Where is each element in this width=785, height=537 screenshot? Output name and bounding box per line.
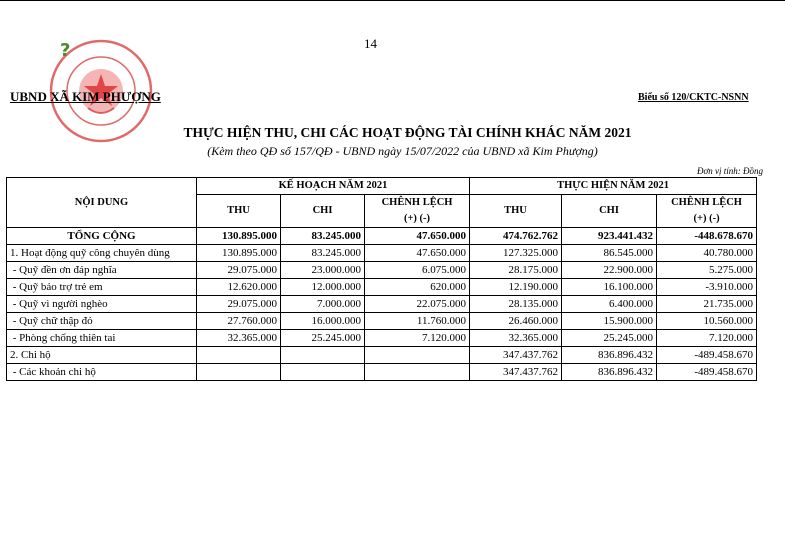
cell: 28.135.000 (470, 296, 562, 313)
cell: 12.000.000 (281, 279, 365, 296)
cell (197, 364, 281, 381)
cell: 10.560.000 (657, 313, 757, 330)
header-actual: THỰC HIỆN NĂM 2021 (470, 178, 757, 195)
cell: 12.190.000 (470, 279, 562, 296)
cell: 26.460.000 (470, 313, 562, 330)
cell: 22.075.000 (365, 296, 470, 313)
table-row (7, 347, 757, 364)
cell: 47.650.000 (365, 245, 470, 262)
row-label: - Phòng chống thiên tai (7, 330, 197, 347)
cell: 22.900.000 (562, 262, 657, 279)
cell: 28.175.000 (470, 262, 562, 279)
cell: 836.896.432 (562, 347, 657, 364)
cell (281, 347, 365, 364)
table-row (7, 296, 757, 313)
cell: 40.780.000 (657, 245, 757, 262)
cell: 836.896.432 (562, 364, 657, 381)
cell: -489.458.670 (657, 347, 757, 364)
cell: 27.760.000 (197, 313, 281, 330)
document-subtitle: (Kèm theo QĐ số 157/QĐ - UBND ngày 15/07/2022 của UBND xã Kim Phượng) (207, 144, 598, 158)
cell: 7.120.000 (365, 330, 470, 347)
cell: -448.678.670 (657, 228, 757, 245)
header-plan-thu: THU (197, 195, 281, 228)
cell (197, 347, 281, 364)
cell: 12.620.000 (197, 279, 281, 296)
cell: 29.075.000 (197, 262, 281, 279)
header-act-diff: CHÊNH LỆCH (+) (-) (657, 195, 757, 228)
header-plan-chi: CHI (281, 195, 365, 228)
cell: 16.000.000 (281, 313, 365, 330)
cell: 130.895.000 (197, 245, 281, 262)
cell: 130.895.000 (197, 228, 281, 245)
header-content: NỘI DUNG (7, 178, 197, 228)
cell: 47.650.000 (365, 228, 470, 245)
cell: 83.245.000 (281, 245, 365, 262)
row-label: - Quỹ bảo trợ trẻ em (7, 279, 197, 296)
cell: 7.120.000 (657, 330, 757, 347)
header-act-thu: THU (470, 195, 562, 228)
cell: 127.325.000 (470, 245, 562, 262)
cell: 6.075.000 (365, 262, 470, 279)
finance-table (6, 177, 757, 381)
cell (365, 347, 470, 364)
cell: 23.000.000 (281, 262, 365, 279)
cell (281, 364, 365, 381)
cell: 923.441.432 (562, 228, 657, 245)
cell: 86.545.000 (562, 245, 657, 262)
table-row (7, 364, 757, 381)
row-label: - Quỹ chữ thập đỏ (7, 313, 197, 330)
header-plan-diff: CHÊNH LỆCH (+) (-) (365, 195, 470, 228)
cell: 25.245.000 (562, 330, 657, 347)
row-label: 1. Hoạt động quỹ công chuyên dùng (7, 245, 197, 262)
document-title: THỰC HIỆN THU, CHI CÁC HOẠT ĐỘNG TÀI CHÍNH KHÁC NĂM 2021 (183, 125, 632, 140)
cell: 83.245.000 (281, 228, 365, 245)
cell: -3.910.000 (657, 279, 757, 296)
total-label: TỔNG CỘNG (7, 228, 197, 245)
cell: 21.735.000 (657, 296, 757, 313)
table-row (7, 330, 757, 347)
unit-note: Đơn vị tính: Đồng (696, 166, 763, 176)
top-border-line (0, 0, 785, 1)
cell: 347.437.762 (470, 364, 562, 381)
total-row (7, 228, 757, 245)
header-plan: KẾ HOẠCH NĂM 2021 (197, 178, 470, 195)
row-label: 2. Chi hộ (7, 347, 197, 364)
cell: 5.275.000 (657, 262, 757, 279)
row-label: - Quỹ vì người nghèo (7, 296, 197, 313)
row-label: - Quỹ đền ơn đáp nghĩa (7, 262, 197, 279)
cell: 16.100.000 (562, 279, 657, 296)
cell: 32.365.000 (197, 330, 281, 347)
cell: 7.000.000 (281, 296, 365, 313)
cell: 6.400.000 (562, 296, 657, 313)
cell (365, 364, 470, 381)
cell: 15.900.000 (562, 313, 657, 330)
table-row (7, 262, 757, 279)
row-label: - Các khoản chi hộ (7, 364, 197, 381)
page-number: 14 (364, 36, 377, 51)
cell: -489.458.670 (657, 364, 757, 381)
cell: 25.245.000 (281, 330, 365, 347)
cell: 29.075.000 (197, 296, 281, 313)
form-code: Biểu số 120/CKTC-NSNN (638, 92, 749, 103)
cell: 620.000 (365, 279, 470, 296)
cell: 32.365.000 (470, 330, 562, 347)
svg-text:?: ? (60, 40, 71, 61)
table-row (7, 279, 757, 296)
table-row (7, 313, 757, 330)
table-row (7, 245, 757, 262)
cell: 474.762.762 (470, 228, 562, 245)
header-act-chi: CHI (562, 195, 657, 228)
cell: 11.760.000 (365, 313, 470, 330)
cell: 347.437.762 (470, 347, 562, 364)
issuing-agency: UBND XÃ KIM PHƯỢNG (10, 89, 161, 104)
